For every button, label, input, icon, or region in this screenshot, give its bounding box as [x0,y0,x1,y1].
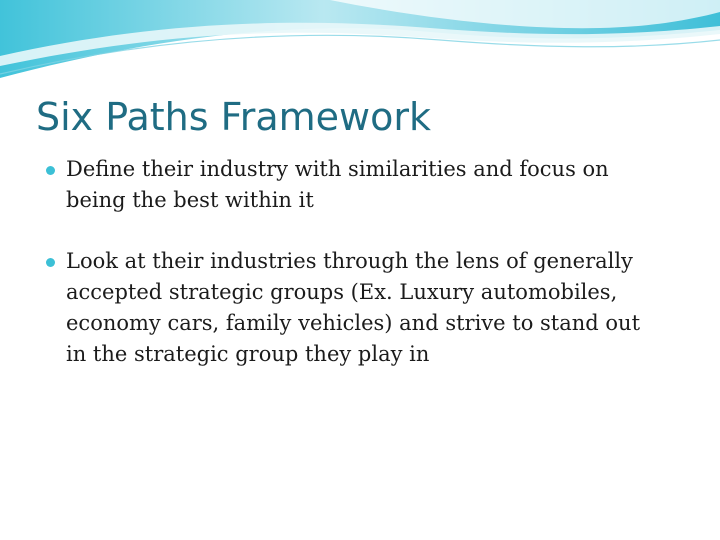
bullet-dot-icon [46,166,55,175]
bullet-list [46,154,666,400]
bullet-dot-icon [46,258,55,267]
bullet-item [46,154,666,216]
bullet-item [46,246,666,370]
bullet-text: Look at their industries through the lens of generally accepted strategic groups (Ex. Luxury automobiles, economy cars, family vehicles) and strive to stand out in the strategic group they play in [66,249,641,366]
decorative-wave-banner [0,0,720,90]
slide-title: Six Paths Framework [36,95,431,139]
bullet-text: Define their industry with similarities and focus on being the best within it [66,157,609,212]
